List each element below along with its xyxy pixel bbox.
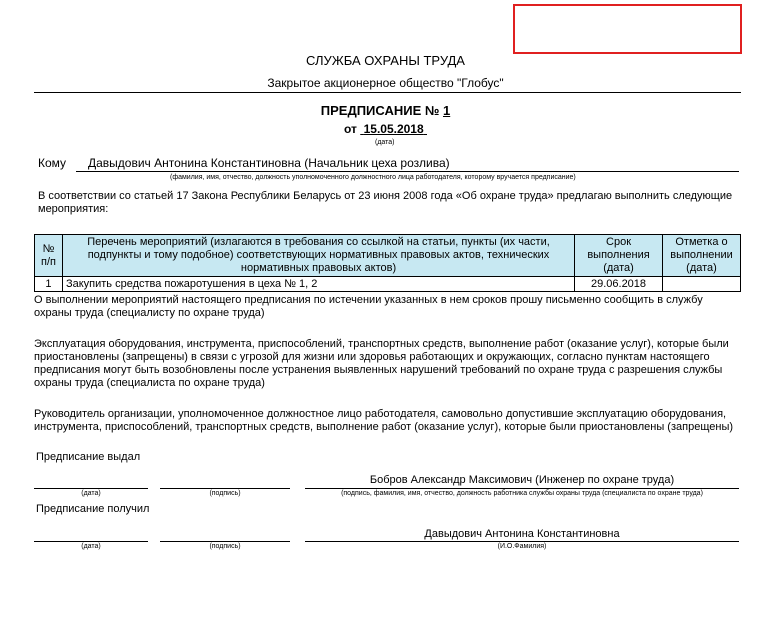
company-underline [34,92,741,93]
received-sign-caption: (подпись) [209,543,241,550]
date-prefix: от [343,122,357,136]
received-sign-line [160,541,290,542]
order-number: 1 [442,103,451,118]
date-caption: (дата) [375,139,395,146]
table-row [35,277,741,292]
issued-name: Бобров Александр Максимович (Инженер по охране труда) [369,474,675,486]
row-mark [663,277,741,292]
issued-label: Предписание выдал [36,451,141,463]
col-num-header: № п/п [35,235,63,277]
col-measure-header: Перечень мероприятий (излагаются в требования со ссылкой на статьи, пункты (их части, подпункты и тому подобное) соответствующих нормативных правовых актов, технических нормативных правовых актов) [62,235,574,277]
col-mark-header: Отметка о выполнении (дата) [663,235,741,277]
measures-table [34,234,741,292]
col-deadline-header: Срок выполнения (дата) [575,235,663,277]
order-heading [0,103,771,118]
intro-text: В соответствии со статьей 17 Закона Республики Беларусь от 23 июня 2008 года «Об охране труда» предлагаю выполнить следующие мероприятия: [38,190,733,215]
received-name-line [305,541,739,542]
issued-date-caption: (дата) [81,490,101,497]
company-name: Закрытое акционерное общество "Глобус" [267,76,504,90]
recipient-caption: (фамилия, имя, отчество, должность уполномоченного должностного лица работодателя, которому вручается предписание) [170,174,576,181]
issued-name-line [305,488,739,489]
order-date [0,122,771,136]
date-value: 15.05.2018 [363,122,424,136]
issued-name-caption: (подпись, фамилия, имя, отчество, должность работника службы охраны труда (специалиста по охране труда) [341,490,703,497]
row-num: 1 [35,277,63,292]
issued-sign-caption: (подпись) [209,490,241,497]
recipient-label: Кому [38,156,67,170]
stamp-placeholder-box [513,4,742,54]
received-label: Предписание получил [36,503,150,515]
row-measure: Закупить средства пожаротушения в цеха № 1, 2 [62,277,574,292]
issued-date-line [34,488,148,489]
table-header-row [35,235,741,277]
received-name-caption: (И.О.Фамилия) [497,543,547,550]
row-deadline: 29.06.2018 [575,277,663,292]
liability-paragraph: Руководитель организации, уполномоченное должностное лицо работодателя, самовольно допустившие эксплуатацию оборудования, инструмента, приспособлений, транспортных средств, выполнение работ (оказание услуг), которые были приостановлены (запрещены) [34,408,734,433]
issued-sign-line [160,488,290,489]
recipient-value: Давыдович Антонина Константиновна (Начальник цеха розлива) [88,156,450,170]
suspension-paragraph: Эксплуатация оборудования, инструмента, приспособлений, транспортных средств, выполнение работ (оказание услуг), которые были приостановлены (запрещены) в связи с угрозой для жизни или здоровья работающих и окружающих, согласно пунктам настоящего предписания могут быть возобновлены после устранения выявленных нарушений требований по охране труда с разрешения службы охраны труда (специалиста по охране труда) [34,338,729,389]
received-date-caption: (дата) [81,543,101,550]
order-label: ПРЕДПИСАНИЕ № [320,103,440,118]
recipient-line [76,155,739,172]
service-title: СЛУЖБА ОХРАНЫ ТРУДА [306,53,465,68]
received-date-line [34,541,148,542]
report-paragraph: О выполнении мероприятий настоящего предписания по истечении указанных в нем сроков прошу письменно сообщить в службу охраны труда (специалисту по охране труда) [34,294,703,319]
received-name: Давыдович Антонина Константиновна [424,528,620,540]
